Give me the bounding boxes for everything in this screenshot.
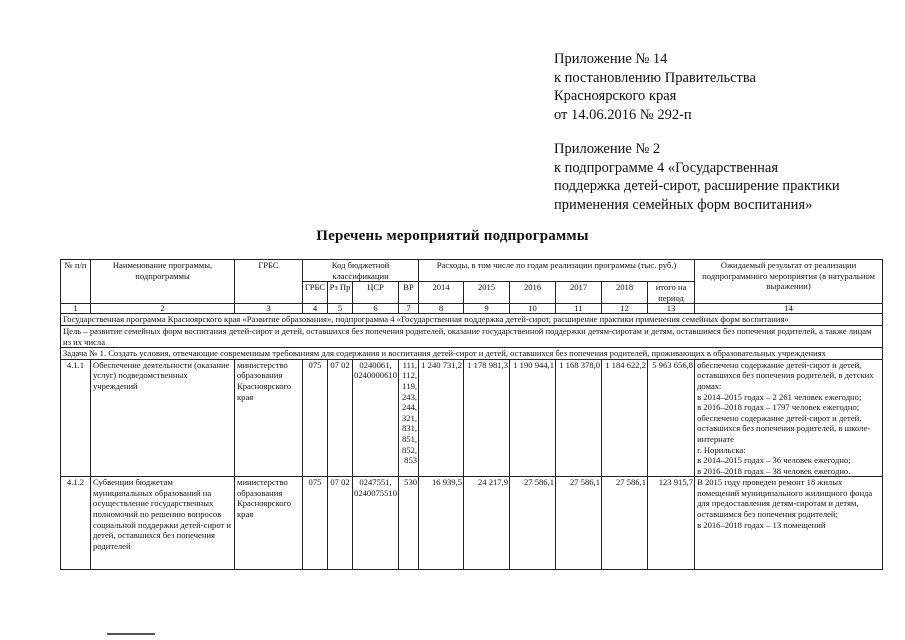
header-sub-2014: 2014 xyxy=(419,282,464,304)
result-line: обеспечено содержание детей-сирот и детей, оставшихся без попечения родителей, в школе-интернате xyxy=(697,412,871,444)
vr-code: 119, xyxy=(402,380,418,391)
row-total: 123 915,7 xyxy=(648,477,695,570)
header-sub-grbs: ГРБС xyxy=(303,282,328,304)
task-row xyxy=(61,348,883,360)
row-number: 4.1.1 xyxy=(61,359,91,477)
attachment-line: применения семейных форм воспитания» xyxy=(554,196,813,213)
column-number: 5 xyxy=(328,304,353,314)
attachment-line: от 14.06.2016 № 292-п xyxy=(554,106,692,123)
row-csr: 0247551, 0240075510 xyxy=(353,477,399,570)
row-total: 5 963 656,8 xyxy=(648,359,695,477)
result-line: в 2016–2018 годах – 13 помещений xyxy=(697,519,826,530)
header-sub-vr: ВР xyxy=(399,282,419,304)
document-title: Перечень мероприятий подпрограммы xyxy=(316,228,589,244)
row-2016: 27 586,1 xyxy=(510,477,556,570)
vr-code: 853 xyxy=(404,455,418,466)
program-row xyxy=(61,314,883,326)
row-2015: 24 217,9 xyxy=(464,477,510,570)
header-result: Ожидаемый результат от реализации подпрограммного мероприятия (в натуральном выражении) xyxy=(695,260,883,304)
goal-text: Цель – развитие семейных форм воспитания детей-сирот и детей, оставшихся без попечения родителей, оказание государственной поддержки детям-сиротам и детям, оставшимся без попечения родителей, а также лицам из их числа xyxy=(61,325,883,347)
vr-code: 851, xyxy=(401,433,418,444)
table-row xyxy=(61,477,883,570)
column-number: 14 xyxy=(695,304,883,314)
page-edge-mark xyxy=(107,633,155,635)
column-number: 6 xyxy=(353,304,399,314)
row-result xyxy=(695,359,883,477)
row-name: Субвенции бюджетам муниципальных образований на осуществление государственных полномочий по решению вопросов социальной поддержки детей-сирот и детей, оставшихся без попечения родителей xyxy=(91,477,235,570)
row-name: Обеспечение деятельности (оказание услуг) подведомственных учреждений xyxy=(91,359,235,477)
column-number: 8 xyxy=(419,304,464,314)
row-result xyxy=(695,477,883,570)
row-grbs-name: министерство образования Красноярского края xyxy=(235,359,303,477)
attachment-line: Приложение № 14 xyxy=(554,51,668,67)
vr-code: 852, xyxy=(401,444,418,455)
task-text: Задача № 1. Создать условия, отвечающие современным требованиям для содержания и воспитания детей-сирот и детей, оставшихся без попечения родителей, проживающих в образовательных учреждениях xyxy=(61,348,883,360)
attachment-2-block xyxy=(554,140,840,214)
vr-code: 244, xyxy=(401,402,418,413)
header-sub-rzpr: Рз Пр xyxy=(328,282,353,304)
column-number-row xyxy=(61,304,883,314)
vr-code: 321, xyxy=(401,412,418,423)
attachment-line: поддержка детей-сирот, расширение практики xyxy=(554,178,840,194)
measures-table xyxy=(60,259,883,570)
column-number: 13 xyxy=(648,304,695,314)
attachment-line: к подпрограмме 4 «Государственная xyxy=(554,159,779,176)
header-num: № п/п xyxy=(61,260,91,304)
column-number: 12 xyxy=(602,304,648,314)
header-sub-total: итого на период xyxy=(648,282,695,304)
row-2015: 1 178 981,3 xyxy=(464,359,510,477)
attachment-line: Приложение № 2 xyxy=(554,141,661,157)
header-expenses: Расходы, в том числе по годам реализации программы (тыс. руб.) xyxy=(419,260,695,282)
program-text: Государственная программа Красноярского края «Развитие образования», подпрограмма 4 «Государственная поддержка детей-сирот, расширение практики применения семейных форм воспитания» xyxy=(61,314,883,326)
column-number: 11 xyxy=(556,304,602,314)
row-2016: 1 190 944,1 xyxy=(510,359,556,477)
header-row-top xyxy=(61,260,883,282)
header-sub-2016: 2016 xyxy=(510,282,556,304)
result-line: в 2014–2015 годах – 2 261 человек ежегодно; xyxy=(697,391,862,402)
row-rzpr: 07 02 xyxy=(328,477,353,570)
column-number: 9 xyxy=(464,304,510,314)
result-line: г. Норильска: xyxy=(697,444,746,455)
row-2014: 1 240 731,2 xyxy=(419,359,464,477)
header-name: Наименование программы, подпрограммы xyxy=(91,260,235,304)
header-sub-2018: 2018 xyxy=(602,282,648,304)
row-grbs-code: 075 xyxy=(303,359,328,477)
table-row xyxy=(61,359,883,477)
attachment-line: Красноярского края xyxy=(554,88,677,104)
row-grbs-name: министерство образования Красноярского края xyxy=(235,477,303,570)
result-line: в 2016–2018 годах – 1797 человек ежегодно; xyxy=(697,402,860,413)
result-line: В 2015 году проведен ремонт 18 жилых помещений муниципального жилищного фонда для предоставления детям-сиротам и детям, оставшимся без попечения родителей; xyxy=(697,477,873,520)
result-line: в 2014–2015 годах – 36 человек ежегодно; xyxy=(697,455,851,466)
column-number: 7 xyxy=(399,304,419,314)
column-number: 2 xyxy=(91,304,235,314)
vr-code: 243, xyxy=(401,391,418,402)
header-budget-code: Код бюджетной классификации xyxy=(303,260,419,282)
row-2014: 16 939,5 xyxy=(419,477,464,570)
column-number: 1 xyxy=(61,304,91,314)
row-number: 4.1.2 xyxy=(61,477,91,570)
row-vr xyxy=(399,477,419,570)
result-line: обеспечено содержание детей-сирот и детей, оставшихся без попечения родителей, в детских домах: xyxy=(697,359,874,391)
vr-code: 530 xyxy=(404,477,418,488)
column-number: 4 xyxy=(303,304,328,314)
header-grbs: ГРБС xyxy=(235,260,303,304)
row-csr: 0240061, 0240000610 xyxy=(353,359,399,477)
row-rzpr: 07 02 xyxy=(328,359,353,477)
header-sub-2015: 2015 xyxy=(464,282,510,304)
row-2018: 27 586,1 xyxy=(602,477,648,570)
column-number: 10 xyxy=(510,304,556,314)
vr-code: 112, xyxy=(402,370,418,381)
row-grbs-code: 075 xyxy=(303,477,328,570)
vr-code: 111, xyxy=(402,359,418,370)
header-sub-csr: ЦСР xyxy=(353,282,399,304)
header-sub-2017: 2017 xyxy=(556,282,602,304)
column-number: 3 xyxy=(235,304,303,314)
attachment-14-block xyxy=(554,50,756,124)
attachment-line: к постановлению Правительства xyxy=(554,69,756,86)
row-vr xyxy=(399,359,419,477)
row-2017: 1 168 378,0 xyxy=(556,359,602,477)
result-line: в 2016–2018 годах – 38 человек ежегодно. xyxy=(697,465,851,476)
row-2018: 1 184 622,2 xyxy=(602,359,648,477)
row-2017: 27 586,1 xyxy=(556,477,602,570)
vr-code: 831, xyxy=(401,423,418,434)
goal-row xyxy=(61,325,883,347)
